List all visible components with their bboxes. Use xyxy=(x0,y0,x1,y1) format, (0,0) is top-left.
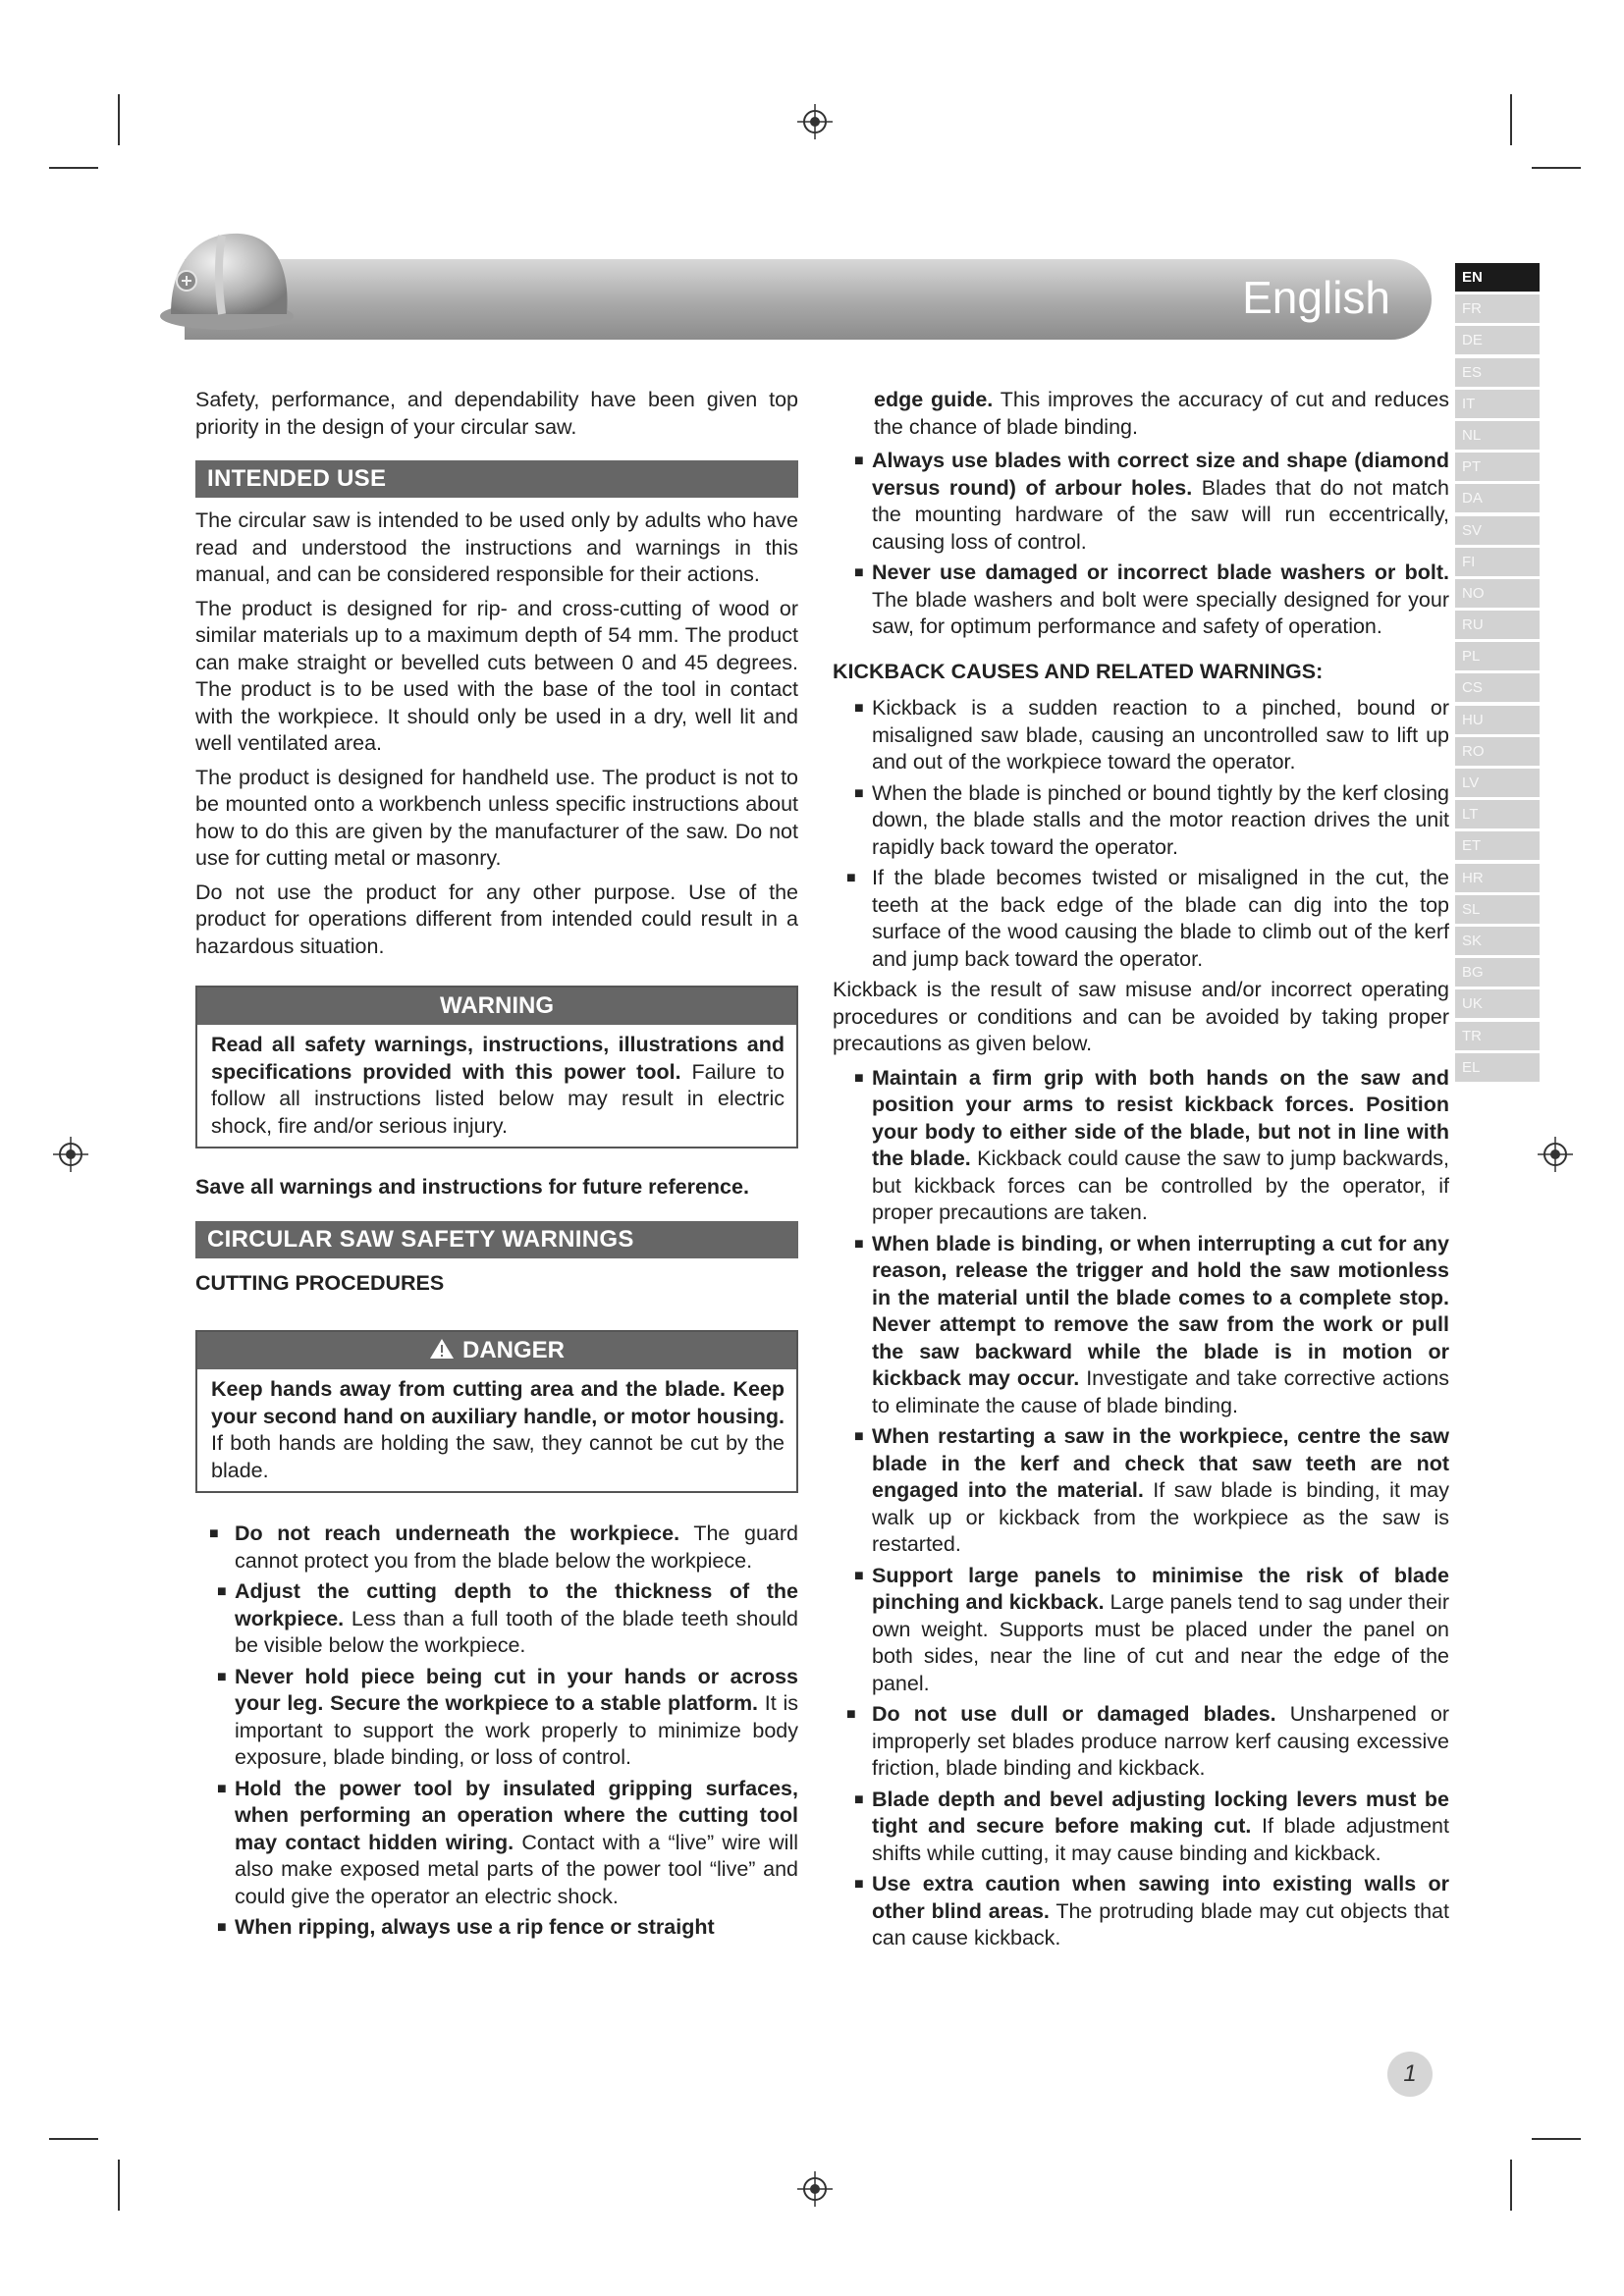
language-tab[interactable]: HU xyxy=(1455,706,1540,734)
language-tab[interactable]: SV xyxy=(1455,516,1540,545)
cutting-procedures-heading: CUTTING PROCEDURES xyxy=(195,1270,445,1295)
danger-box-header xyxy=(197,1332,796,1369)
language-tab[interactable]: IT xyxy=(1455,390,1540,418)
item-bold: When blade is binding, or when interrupting a cut for any reason, release the trigger and hold the saw motionless in the material until the blade comes to a complete stop. Never attempt to remove the saw from the work or pull the saw backward while the blade is in motion or kickback may occur. xyxy=(872,1231,1449,1390)
crop-mark xyxy=(1510,94,1512,145)
item-text: Kickback is a sudden reaction to a pinched, bound or misaligned saw blade, causing an uncontrolled saw to lift up and out of the workpiece toward the operator. xyxy=(872,696,1449,774)
bullet-icon: ■ xyxy=(854,453,864,469)
left-column xyxy=(195,387,798,1946)
language-tab[interactable]: ET xyxy=(1455,831,1540,860)
language-tab[interactable]: ES xyxy=(1455,358,1540,387)
intended-use-paragraph: Do not use the product for any other purpose. Use of the product for operations different from intended could result in a hazardous situation. xyxy=(195,880,798,958)
language-tab[interactable]: HR xyxy=(1455,864,1540,892)
item-bold: Maintain a firm grip with both hands on the saw and position your arms to resist kickback forces. Position your body to either side of the blade, but not in line with the blade. xyxy=(872,1065,1449,1170)
language-tab[interactable]: RU xyxy=(1455,611,1540,639)
bullet-icon: ■ xyxy=(854,1567,864,1584)
item-bold: Support large panels to minimise the risk of blade pinching and kickback. xyxy=(872,1563,1449,1614)
intended-use-heading: INTENDED USE xyxy=(195,460,798,498)
bullet-icon: ■ xyxy=(854,1069,864,1087)
bullet-icon: ■ xyxy=(846,1706,856,1723)
list-item xyxy=(833,865,1449,973)
language-tab[interactable]: BG xyxy=(1455,958,1540,987)
registration-mark-icon xyxy=(795,2169,835,2209)
crop-mark xyxy=(118,94,120,145)
intended-use-paragraph: The circular saw is intended to be used only by adults who have read and understood the instructions and warnings in this manual, and can be considered responsible for their actions. xyxy=(195,508,798,586)
crop-mark xyxy=(118,2160,120,2211)
list-item xyxy=(195,1578,798,1660)
safety-heading: CIRCULAR SAW SAFETY WARNINGS xyxy=(195,1221,798,1258)
right-column xyxy=(833,387,1449,1956)
bullet-icon: ■ xyxy=(209,1525,219,1542)
language-tab[interactable]: DE xyxy=(1455,326,1540,354)
continued-paragraph xyxy=(833,387,1449,441)
language-title: English xyxy=(1242,272,1390,323)
item-text: If blade adjustment shifts while cutting, it may cause binding and kickback. xyxy=(872,1814,1449,1865)
list-item xyxy=(833,1423,1449,1559)
paragraph-text: It should only be used in a dry, well lit and well ventilated area. xyxy=(195,704,798,755)
warning-box-title: WARNING xyxy=(197,988,796,1025)
item-bold: Do not use dull or damaged blades. xyxy=(872,1702,1276,1726)
item-bold: Hold the power tool by insulated gripping surfaces, when performing an operation where the cutting tool may contact hidden wiring. xyxy=(235,1776,798,1854)
list-item xyxy=(195,1776,798,1911)
list-item xyxy=(833,780,1449,862)
item-bold: When restarting a saw in the workpiece, centre the saw blade in the kerf and check that saw teeth are not engaged into the material. xyxy=(872,1424,1449,1502)
danger-box-body xyxy=(197,1369,796,1491)
list-item xyxy=(833,1563,1449,1698)
item-bold: Always use blades with correct size and shape (diamond versus round) of arbour holes. xyxy=(872,449,1449,500)
language-tab[interactable]: LV xyxy=(1455,769,1540,797)
item-bold: Adjust the cutting depth to the thickness of the workpiece. xyxy=(235,1579,798,1630)
bullet-icon: ■ xyxy=(217,1668,227,1685)
language-tab[interactable]: RO xyxy=(1455,737,1540,766)
language-tab[interactable]: SL xyxy=(1455,895,1540,924)
language-tab[interactable]: PT xyxy=(1455,453,1540,481)
warning-box-bold: Read all safety warnings, instructions, illustrations and specifications provided with this power tool. xyxy=(211,1033,785,1084)
bullet-icon: ■ xyxy=(217,1780,227,1797)
item-text: The protruding blade may cut objects that can cause kickback. xyxy=(872,1898,1449,1949)
paragraph-text: The product is designed for rip- and cross-cutting of wood or similar materials up to a maximum depth of 54 mm. The product can make straight or bevelled cuts between 0 and 45 degrees. The product is to be used with the base of the tool in contact with the workpiece. xyxy=(195,596,798,728)
warning-box-text: Failure to follow all instructions listed below may result in electric shock, fire and/or serious injury. xyxy=(211,1059,785,1138)
intro-paragraph: Safety, performance, and dependability have been given top priority in the design of your circular saw. xyxy=(195,388,798,439)
bullet-icon: ■ xyxy=(854,784,864,802)
kickback-paragraph: Kickback is the result of saw misuse and/or incorrect operating procedures or conditions and can be avoided by taking proper precautions as given below. xyxy=(833,978,1449,1055)
item-text: Kickback could cause the saw to jump backwards, but kickback forces can be controlled by the operator, if proper precautions are taken. xyxy=(872,1147,1449,1224)
list-item xyxy=(195,1914,798,1942)
list-item xyxy=(833,1231,1449,1420)
language-tab[interactable]: EL xyxy=(1455,1053,1540,1082)
kickback-heading: KICKBACK CAUSES AND RELATED WARNINGS: xyxy=(833,659,1324,683)
header-band xyxy=(185,259,1432,340)
page-number: 1 xyxy=(1387,2052,1433,2097)
language-tab[interactable]: UK xyxy=(1455,989,1540,1018)
language-tab[interactable]: NL xyxy=(1455,421,1540,450)
crop-mark xyxy=(49,167,98,169)
registration-mark-icon xyxy=(795,102,835,141)
list-item xyxy=(833,1787,1449,1868)
item-text: If the blade becomes twisted or misaligned in the cut, the teeth at the back edge of the blade can dig into the top surface of the wood causing the blade to climb out of the kerf and jump back toward the operator. xyxy=(872,866,1449,971)
item-text: It is important to support the work properly to minimize body exposure, blade binding, or loss of control. xyxy=(235,1691,799,1769)
list-item xyxy=(833,1701,1449,1783)
registration-mark-icon xyxy=(51,1135,90,1174)
danger-box-bold: Keep hands away from cutting area and the blade. Keep your second hand on auxiliary handle, or motor housing. xyxy=(211,1377,785,1428)
bullet-icon: ■ xyxy=(854,1428,864,1445)
language-tab[interactable]: EN xyxy=(1455,263,1540,292)
item-bold: Do not reach underneath the workpiece. xyxy=(235,1522,680,1545)
language-tab[interactable]: SK xyxy=(1455,927,1540,955)
bullet-icon: ■ xyxy=(854,564,864,581)
crop-mark xyxy=(1532,167,1581,169)
crop-mark xyxy=(1510,2160,1512,2211)
item-bold: Never hold piece being cut in your hands or across your leg. Secure the workpiece to a stable platform. xyxy=(235,1664,798,1715)
item-text: Blades that do not match the mounting hardware of the saw will run eccentrically, causing loss of control. xyxy=(872,475,1449,554)
bullet-icon: ■ xyxy=(854,700,864,717)
intended-use-paragraph: The product is designed for handheld use. The product is not to be mounted onto a workbench unless specific instructions about how to do this are given by the manufacturer of the saw. Do not use for cutting metal or masonry. xyxy=(195,765,798,870)
crop-mark xyxy=(49,2138,98,2140)
item-text: Contact with a “live” wire will also make exposed metal parts of the power tool “live” and could give the operator an electric shock. xyxy=(235,1830,798,1908)
list-item xyxy=(833,1871,1449,1952)
bullet-icon: ■ xyxy=(854,1235,864,1253)
safety-helmet-icon xyxy=(153,218,300,336)
list-item xyxy=(833,448,1449,556)
danger-box-text: If both hands are holding the saw, they cannot be cut by the blade. xyxy=(211,1431,785,1482)
item-text: Large panels tend to sag under their own weight. Supports must be placed under the panel on both sides, near the line of cut and near the edge of the panel. xyxy=(872,1590,1449,1695)
item-bold: edge guide. xyxy=(874,388,994,411)
item-text: The blade washers and bolt were specially designed for your saw, for optimum performance and safety of operation. xyxy=(872,587,1449,638)
registration-mark-icon xyxy=(1536,1135,1575,1174)
item-text: If saw blade is binding, it may walk up or kickback from the workpiece as the saw is restarted. xyxy=(872,1478,1449,1556)
save-note: Save all warnings and instructions for future reference. xyxy=(195,1175,749,1199)
intended-use-paragraph xyxy=(195,596,798,758)
list-item xyxy=(195,1521,798,1575)
language-tab[interactable]: DA xyxy=(1455,484,1540,512)
language-tab[interactable]: FR xyxy=(1455,294,1540,323)
item-text: The guard cannot protect you from the blade below the workpiece. xyxy=(235,1522,798,1573)
item-text: Less than a full tooth of the blade teeth should be visible below the workpiece. xyxy=(235,1606,798,1657)
item-text: Investigate and take corrective actions to eliminate the cause of blade binding. xyxy=(872,1366,1449,1417)
bullet-icon: ■ xyxy=(217,1583,227,1600)
list-item xyxy=(833,560,1449,641)
item-bold: Use extra caution when sawing into existing walls or other blind areas. xyxy=(872,1872,1449,1923)
language-tab[interactable]: PL xyxy=(1455,642,1540,670)
warning-box-body xyxy=(197,1025,796,1147)
danger-box xyxy=(195,1330,798,1493)
language-tab[interactable]: NO xyxy=(1455,579,1540,608)
item-bold: Blade depth and bevel adjusting locking levers must be tight and secure before making cut. xyxy=(872,1787,1449,1838)
language-tab[interactable]: TR xyxy=(1455,1022,1540,1050)
warning-box xyxy=(195,986,798,1148)
language-tab[interactable]: CS xyxy=(1455,673,1540,702)
language-tabs xyxy=(1455,263,1540,1085)
warning-triangle-icon xyxy=(429,1338,455,1360)
bullet-icon: ■ xyxy=(854,1876,864,1893)
item-bold: Never use damaged or incorrect blade washers or bolt. xyxy=(872,561,1449,584)
item-text: This improves the accuracy of cut and reduces the chance of blade binding. xyxy=(874,388,1449,439)
language-tab[interactable]: FI xyxy=(1455,548,1540,576)
bullet-icon: ■ xyxy=(217,1919,227,1936)
list-item xyxy=(833,695,1449,776)
list-item xyxy=(833,1065,1449,1227)
item-bold: When ripping, always use a rip fence or straight xyxy=(235,1915,715,1939)
danger-box-title: DANGER xyxy=(461,1337,565,1363)
list-item xyxy=(195,1664,798,1772)
bullet-icon: ■ xyxy=(846,870,856,886)
crop-mark xyxy=(1532,2138,1581,2140)
item-text: Unsharpened or improperly set blades produce narrow kerf causing excessive friction, blade binding and kickback. xyxy=(872,1702,1449,1780)
bullet-icon: ■ xyxy=(854,1790,864,1808)
language-tab[interactable]: LT xyxy=(1455,800,1540,828)
item-text: When the blade is pinched or bound tightly by the kerf closing down, the blade stalls and the motor reaction drives the unit rapidly back toward the operator. xyxy=(872,780,1449,859)
